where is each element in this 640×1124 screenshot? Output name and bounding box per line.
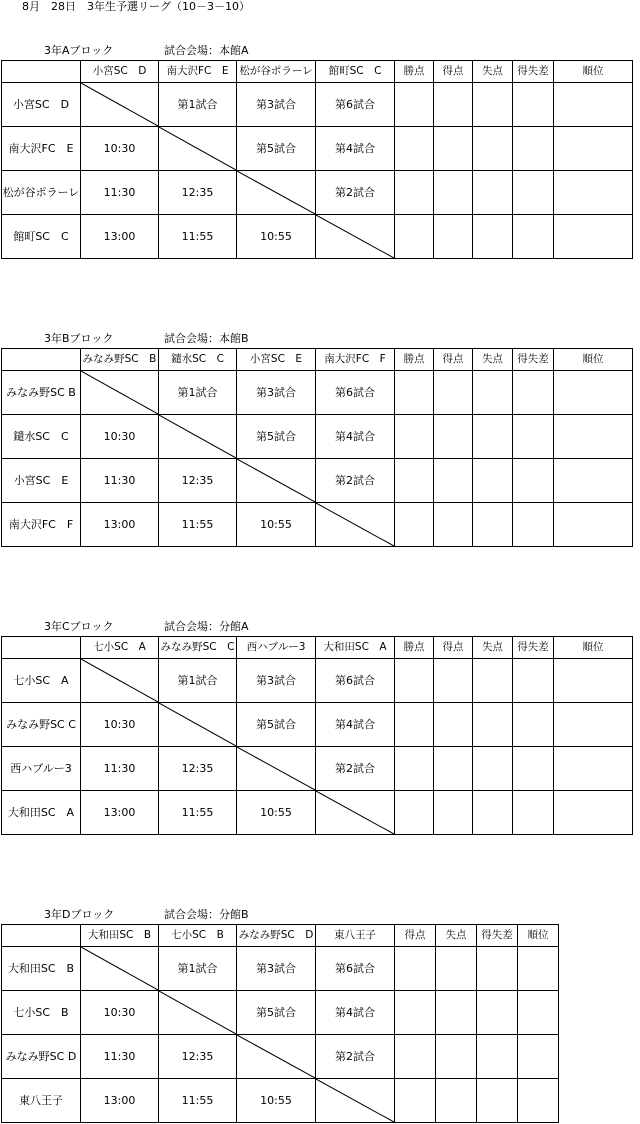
stat-header: 順位 xyxy=(554,349,633,371)
table-row xyxy=(2,503,633,547)
stat-cell xyxy=(513,171,554,215)
match-cell: 10:55 xyxy=(237,503,316,547)
stat-cell xyxy=(554,83,633,127)
stat-cell xyxy=(434,415,473,459)
stat-cell xyxy=(434,659,473,703)
stat-cell xyxy=(518,1035,559,1079)
stat-cell xyxy=(554,459,633,503)
stat-cell xyxy=(473,127,513,171)
stat-cell xyxy=(473,415,513,459)
team-header: 七小SC B xyxy=(159,925,237,947)
diagonal-line xyxy=(81,659,158,702)
team-header: 小宮SC E xyxy=(237,349,316,371)
stat-cell xyxy=(554,791,633,835)
diagonal-cell xyxy=(81,947,159,991)
diagonal-line xyxy=(316,215,394,258)
row-team-label: 南大沢FC E xyxy=(2,127,81,171)
row-team-label: 鑓水SC C xyxy=(2,415,81,459)
stat-cell xyxy=(436,947,477,991)
diagonal-line xyxy=(237,1035,315,1078)
match-cell: 第3試合 xyxy=(237,371,316,415)
diagonal-cell xyxy=(316,1079,395,1123)
diagonal-line xyxy=(81,83,158,126)
match-cell: 第2試合 xyxy=(316,459,395,503)
stat-header: 失点 xyxy=(473,61,513,83)
table-row xyxy=(2,1035,559,1079)
stat-cell xyxy=(395,991,436,1035)
match-cell: 11:55 xyxy=(159,215,237,259)
stat-cell xyxy=(434,459,473,503)
stat-cell xyxy=(554,503,633,547)
match-cell: 第6試合 xyxy=(316,371,395,415)
stat-cell xyxy=(434,215,473,259)
block-name: 3年Dブロック xyxy=(44,908,115,921)
table-row xyxy=(2,83,633,127)
stat-cell xyxy=(554,703,633,747)
match-cell: 第2試合 xyxy=(316,1035,395,1079)
stat-cell xyxy=(473,747,513,791)
stat-header: 失点 xyxy=(473,349,513,371)
table-row xyxy=(2,703,633,747)
match-cell: 10:55 xyxy=(237,215,316,259)
match-cell: 11:55 xyxy=(159,1079,237,1123)
row-team-label: 大和田SC B xyxy=(2,947,81,991)
venue-label: 試合会場：分館A xyxy=(164,620,249,633)
stat-cell xyxy=(518,1079,559,1123)
table-row xyxy=(2,171,633,215)
stat-cell xyxy=(473,459,513,503)
stat-cell xyxy=(395,791,434,835)
match-cell: 13:00 xyxy=(81,1079,159,1123)
row-team-label: 東八王子 xyxy=(2,1079,81,1123)
stat-header: 得失差 xyxy=(513,61,554,83)
block-name: 3年Cブロック xyxy=(44,620,114,633)
diagonal-line xyxy=(159,703,236,746)
venue-label: 試合会場：本館A xyxy=(164,44,249,57)
league-table xyxy=(1,60,633,259)
stat-cell xyxy=(554,415,633,459)
table-row xyxy=(2,991,559,1035)
stat-header: 失点 xyxy=(473,637,513,659)
stat-header: 得点 xyxy=(395,925,436,947)
match-cell: 13:00 xyxy=(81,215,159,259)
match-cell: 10:30 xyxy=(81,991,159,1035)
block-name: 3年Bブロック xyxy=(44,332,114,345)
team-header: みなみ野SC C xyxy=(159,637,237,659)
stat-cell xyxy=(473,503,513,547)
corner-cell xyxy=(2,61,81,83)
stat-header: 勝点 xyxy=(395,61,434,83)
stat-cell xyxy=(434,503,473,547)
team-header: 小宮SC D xyxy=(81,61,159,83)
match-cell: 第1試合 xyxy=(159,947,237,991)
stat-header: 勝点 xyxy=(395,349,434,371)
match-cell: 12:35 xyxy=(159,1035,237,1079)
diagonal-line xyxy=(237,171,315,214)
row-team-label: みなみ野SC C xyxy=(2,703,81,747)
row-team-label: 七小SC B xyxy=(2,991,81,1035)
diagonal-cell xyxy=(316,791,395,835)
table-row xyxy=(2,747,633,791)
row-team-label: 館町SC C xyxy=(2,215,81,259)
stat-header: 順位 xyxy=(554,61,633,83)
match-cell: 第5試合 xyxy=(237,415,316,459)
row-team-label: 小宮SC E xyxy=(2,459,81,503)
stat-cell xyxy=(436,1079,477,1123)
team-header: 大和田SC B xyxy=(81,925,159,947)
team-header: みなみ野SC D xyxy=(237,925,316,947)
diagonal-cell xyxy=(237,1035,316,1079)
team-header: 南大沢FC E xyxy=(159,61,237,83)
venue-label: 試合会場：分館B xyxy=(164,908,249,921)
diagonal-cell xyxy=(159,703,237,747)
row-team-label: 松が谷ポラーレ xyxy=(2,171,81,215)
row-team-label: 南大沢FC F xyxy=(2,503,81,547)
stat-cell xyxy=(477,947,518,991)
match-cell: 11:55 xyxy=(159,503,237,547)
diagonal-cell xyxy=(316,215,395,259)
match-cell: 第3試合 xyxy=(237,947,316,991)
stat-cell xyxy=(434,83,473,127)
stat-header: 勝点 xyxy=(395,637,434,659)
row-team-label: みなみ野SC B xyxy=(2,371,81,415)
match-cell: 第3試合 xyxy=(237,83,316,127)
stat-cell xyxy=(395,503,434,547)
match-cell: 第4試合 xyxy=(316,415,395,459)
table-row xyxy=(2,215,633,259)
stat-cell xyxy=(513,747,554,791)
stat-cell xyxy=(513,791,554,835)
table-row xyxy=(2,659,633,703)
match-cell: 第4試合 xyxy=(316,703,395,747)
diagonal-cell xyxy=(81,83,159,127)
stat-cell xyxy=(395,127,434,171)
corner-cell xyxy=(2,637,81,659)
match-cell: 第3試合 xyxy=(237,659,316,703)
stat-cell xyxy=(395,415,434,459)
stat-cell xyxy=(436,991,477,1035)
stat-cell xyxy=(395,1079,436,1123)
corner-cell xyxy=(2,349,81,371)
team-header: 大和田SC A xyxy=(316,637,395,659)
stat-header: 順位 xyxy=(554,637,633,659)
table-header-row xyxy=(2,61,633,83)
diagonal-line xyxy=(81,947,158,990)
stat-cell xyxy=(434,127,473,171)
venue-label: 試合会場：本館B xyxy=(164,332,249,345)
stat-cell xyxy=(477,1035,518,1079)
stat-cell xyxy=(513,703,554,747)
stat-cell xyxy=(473,215,513,259)
stat-cell xyxy=(473,791,513,835)
stat-cell xyxy=(434,171,473,215)
stat-cell xyxy=(395,459,434,503)
match-cell: 第5試合 xyxy=(237,991,316,1035)
stat-cell xyxy=(395,703,434,747)
match-cell: 第6試合 xyxy=(316,947,395,991)
diagonal-line xyxy=(316,503,394,546)
team-header: 館町SC C xyxy=(316,61,395,83)
match-cell: 13:00 xyxy=(81,503,159,547)
stat-cell xyxy=(395,171,434,215)
match-cell: 第1試合 xyxy=(159,659,237,703)
table-header-row xyxy=(2,637,633,659)
match-cell: 第1試合 xyxy=(159,371,237,415)
match-cell: 11:30 xyxy=(81,459,159,503)
diagonal-cell xyxy=(159,991,237,1035)
team-header: 西ハブルー3 xyxy=(237,637,316,659)
diagonal-line xyxy=(81,371,158,414)
stat-cell xyxy=(513,503,554,547)
block-name: 3年Aブロック xyxy=(44,44,114,57)
corner-cell xyxy=(2,925,81,947)
team-header: 松が谷ポラーレ xyxy=(237,61,316,83)
stat-cell xyxy=(434,791,473,835)
diagonal-cell xyxy=(237,459,316,503)
stat-cell xyxy=(473,171,513,215)
match-cell: 11:55 xyxy=(159,791,237,835)
team-header: 七小SC A xyxy=(81,637,159,659)
match-cell: 11:30 xyxy=(81,1035,159,1079)
stat-cell xyxy=(473,371,513,415)
match-cell: 10:55 xyxy=(237,1079,316,1123)
table-row xyxy=(2,127,633,171)
stat-cell xyxy=(513,83,554,127)
diagonal-cell xyxy=(159,415,237,459)
table-row xyxy=(2,947,559,991)
stat-cell xyxy=(434,747,473,791)
stat-cell xyxy=(513,215,554,259)
match-cell: 第2試合 xyxy=(316,171,395,215)
league-table xyxy=(1,636,633,835)
stat-header: 失点 xyxy=(436,925,477,947)
stat-cell xyxy=(434,371,473,415)
stat-cell xyxy=(434,703,473,747)
stat-cell xyxy=(554,747,633,791)
stat-cell xyxy=(395,659,434,703)
stat-cell xyxy=(395,215,434,259)
stat-cell xyxy=(395,947,436,991)
diagonal-cell xyxy=(81,371,159,415)
match-cell: 11:30 xyxy=(81,747,159,791)
stat-cell xyxy=(436,1035,477,1079)
diagonal-line xyxy=(159,127,236,170)
table-header-row xyxy=(2,925,559,947)
stat-header: 順位 xyxy=(518,925,559,947)
table-header-row xyxy=(2,349,633,371)
row-team-label: 西ハブルー3 xyxy=(2,747,81,791)
stat-cell xyxy=(395,747,434,791)
stat-cell xyxy=(554,215,633,259)
diagonal-cell xyxy=(237,747,316,791)
league-table xyxy=(1,924,559,1123)
stat-cell xyxy=(554,659,633,703)
table-row xyxy=(2,459,633,503)
diagonal-line xyxy=(237,459,315,502)
stat-cell xyxy=(473,83,513,127)
match-cell: 10:30 xyxy=(81,127,159,171)
stat-cell xyxy=(395,1035,436,1079)
table-row xyxy=(2,1079,559,1123)
diagonal-line xyxy=(316,1079,394,1122)
row-team-label: みなみ野SC D xyxy=(2,1035,81,1079)
match-cell: 第1試合 xyxy=(159,83,237,127)
diagonal-cell xyxy=(81,659,159,703)
match-cell: 第6試合 xyxy=(316,83,395,127)
match-cell: 第2試合 xyxy=(316,747,395,791)
diagonal-line xyxy=(237,747,315,790)
match-cell: 第5試合 xyxy=(237,127,316,171)
stat-cell xyxy=(395,83,434,127)
table-row xyxy=(2,415,633,459)
league-table xyxy=(1,348,633,547)
team-header: 鑓水SC C xyxy=(159,349,237,371)
stat-cell xyxy=(554,171,633,215)
diagonal-cell xyxy=(316,503,395,547)
table-row xyxy=(2,371,633,415)
match-cell: 第6試合 xyxy=(316,659,395,703)
row-team-label: 七小SC A xyxy=(2,659,81,703)
stat-cell xyxy=(518,947,559,991)
stat-cell xyxy=(477,991,518,1035)
diagonal-cell xyxy=(159,127,237,171)
match-cell: 第4試合 xyxy=(316,127,395,171)
stat-cell xyxy=(477,1079,518,1123)
match-cell: 11:30 xyxy=(81,171,159,215)
stat-cell xyxy=(513,371,554,415)
stat-cell xyxy=(513,127,554,171)
stat-cell xyxy=(513,459,554,503)
diagonal-cell xyxy=(237,171,316,215)
diagonal-line xyxy=(159,991,236,1034)
stat-cell xyxy=(554,127,633,171)
stat-header: 得点 xyxy=(434,349,473,371)
match-cell: 10:55 xyxy=(237,791,316,835)
stat-cell xyxy=(554,371,633,415)
match-cell: 10:30 xyxy=(81,415,159,459)
page-header: 8月 28日 3年生予選リーグ（10－3－10） xyxy=(22,0,250,13)
stat-header: 得点 xyxy=(434,637,473,659)
match-cell: 第4試合 xyxy=(316,991,395,1035)
match-cell: 12:35 xyxy=(159,747,237,791)
row-team-label: 小宮SC D xyxy=(2,83,81,127)
stat-cell xyxy=(513,659,554,703)
team-header: 東八王子 xyxy=(316,925,395,947)
stat-cell xyxy=(518,991,559,1035)
diagonal-line xyxy=(316,791,394,834)
diagonal-line xyxy=(159,415,236,458)
stat-cell xyxy=(513,415,554,459)
stat-header: 得失差 xyxy=(513,637,554,659)
team-header: みなみ野SC B xyxy=(81,349,159,371)
stat-cell xyxy=(473,659,513,703)
match-cell: 第5試合 xyxy=(237,703,316,747)
row-team-label: 大和田SC A xyxy=(2,791,81,835)
stat-header: 得点 xyxy=(434,61,473,83)
match-cell: 12:35 xyxy=(159,171,237,215)
stat-header: 得失差 xyxy=(477,925,518,947)
table-row xyxy=(2,791,633,835)
stat-cell xyxy=(473,703,513,747)
stat-cell xyxy=(395,371,434,415)
match-cell: 13:00 xyxy=(81,791,159,835)
match-cell: 12:35 xyxy=(159,459,237,503)
match-cell: 10:30 xyxy=(81,703,159,747)
stat-header: 得失差 xyxy=(513,349,554,371)
team-header: 南大沢FC F xyxy=(316,349,395,371)
